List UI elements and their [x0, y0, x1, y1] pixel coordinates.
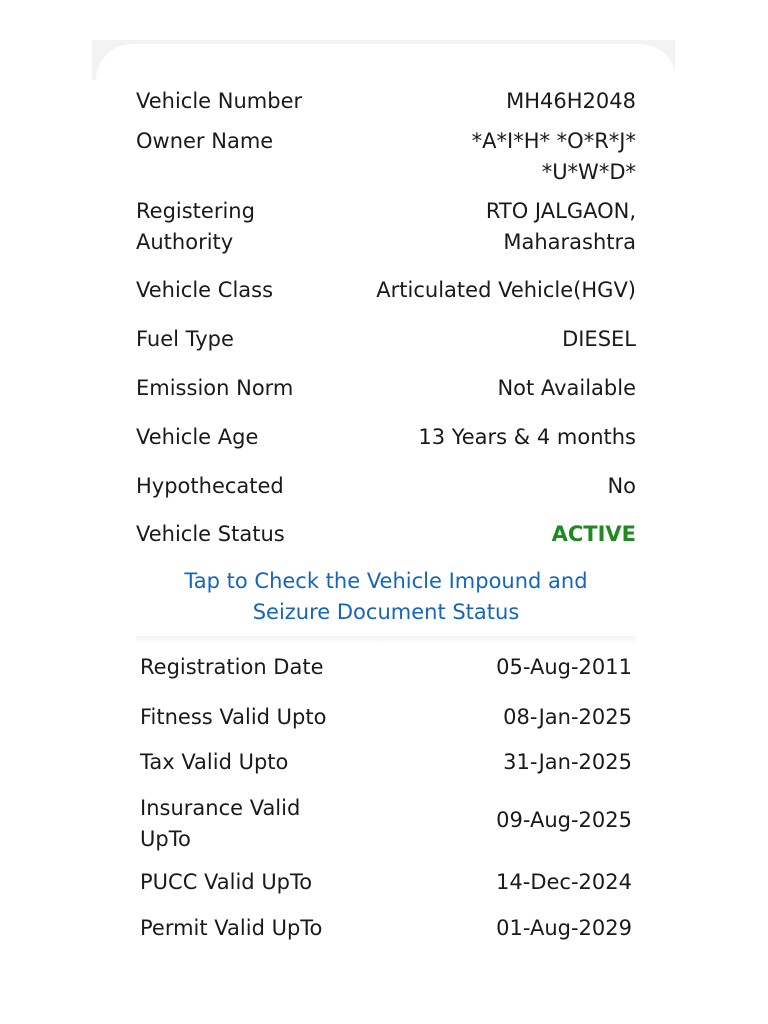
row-tax-valid	[140, 747, 632, 778]
pucc-valid-label: PUCC Valid UpTo	[140, 870, 313, 894]
row-owner-name	[136, 126, 636, 188]
registration-date-label: Registration Date	[140, 655, 324, 679]
permit-valid-value: 01-Aug-2029	[496, 916, 632, 940]
vehicle-class-label: Vehicle Class	[136, 278, 274, 302]
tax-valid-label: Tax Valid Upto	[140, 750, 289, 774]
registering-authority-value: RTO JALGAON, Maharashtra	[485, 199, 636, 254]
vehicle-number-label: Vehicle Number	[136, 89, 303, 113]
row-insurance-valid	[140, 793, 632, 855]
vehicle-number-value: MH46H2048	[506, 89, 636, 113]
owner-name-value: *A*I*H* *O*R*J* *U*W*D*	[471, 129, 636, 184]
vehicle-age-label: Vehicle Age	[136, 425, 259, 449]
row-permit-valid	[140, 913, 632, 944]
vehicle-class-value: Articulated Vehicle(HGV)	[376, 278, 636, 302]
fitness-valid-value: 08-Jan-2025	[503, 705, 632, 729]
row-fitness-valid	[140, 702, 632, 733]
owner-name-label: Owner Name	[136, 129, 274, 153]
pucc-valid-value: 14-Dec-2024	[496, 870, 632, 894]
row-fuel-type	[136, 324, 636, 355]
vehicle-status-label: Vehicle Status	[136, 522, 285, 546]
fitness-valid-label: Fitness Valid Upto	[140, 705, 327, 729]
registration-date-value: 05-Aug-2011	[496, 655, 632, 679]
fuel-type-label: Fuel Type	[136, 327, 234, 351]
row-hypothecated	[136, 471, 636, 502]
row-emission-norm	[136, 373, 636, 404]
hypothecated-label: Hypothecated	[136, 474, 284, 498]
insurance-valid-label: Insurance Valid UpTo	[140, 796, 301, 851]
hypothecated-value: No	[607, 474, 636, 498]
registering-authority-label: Registering Authority	[136, 199, 255, 254]
tax-valid-value: 31-Jan-2025	[503, 750, 632, 774]
row-registration-date	[140, 652, 632, 683]
row-vehicle-class	[136, 275, 636, 306]
row-vehicle-status	[136, 519, 636, 550]
insurance-valid-value: 09-Aug-2025	[496, 808, 632, 832]
row-registering-authority	[136, 196, 636, 258]
permit-valid-label: Permit Valid UpTo	[140, 916, 323, 940]
fuel-type-value: DIESEL	[562, 327, 636, 351]
emission-norm-value: Not Available	[497, 376, 636, 400]
row-pucc-valid	[140, 867, 632, 898]
impound-status-link[interactable]: Tap to Check the Vehicle Impound and Seizure Document Status	[184, 569, 588, 624]
row-vehicle-age	[136, 422, 636, 453]
vehicle-age-value: 13 Years & 4 months	[418, 425, 636, 449]
emission-norm-label: Emission Norm	[136, 376, 294, 400]
vehicle-status-badge: ACTIVE	[551, 522, 636, 546]
section-divider	[136, 636, 636, 644]
row-vehicle-number	[136, 86, 636, 117]
